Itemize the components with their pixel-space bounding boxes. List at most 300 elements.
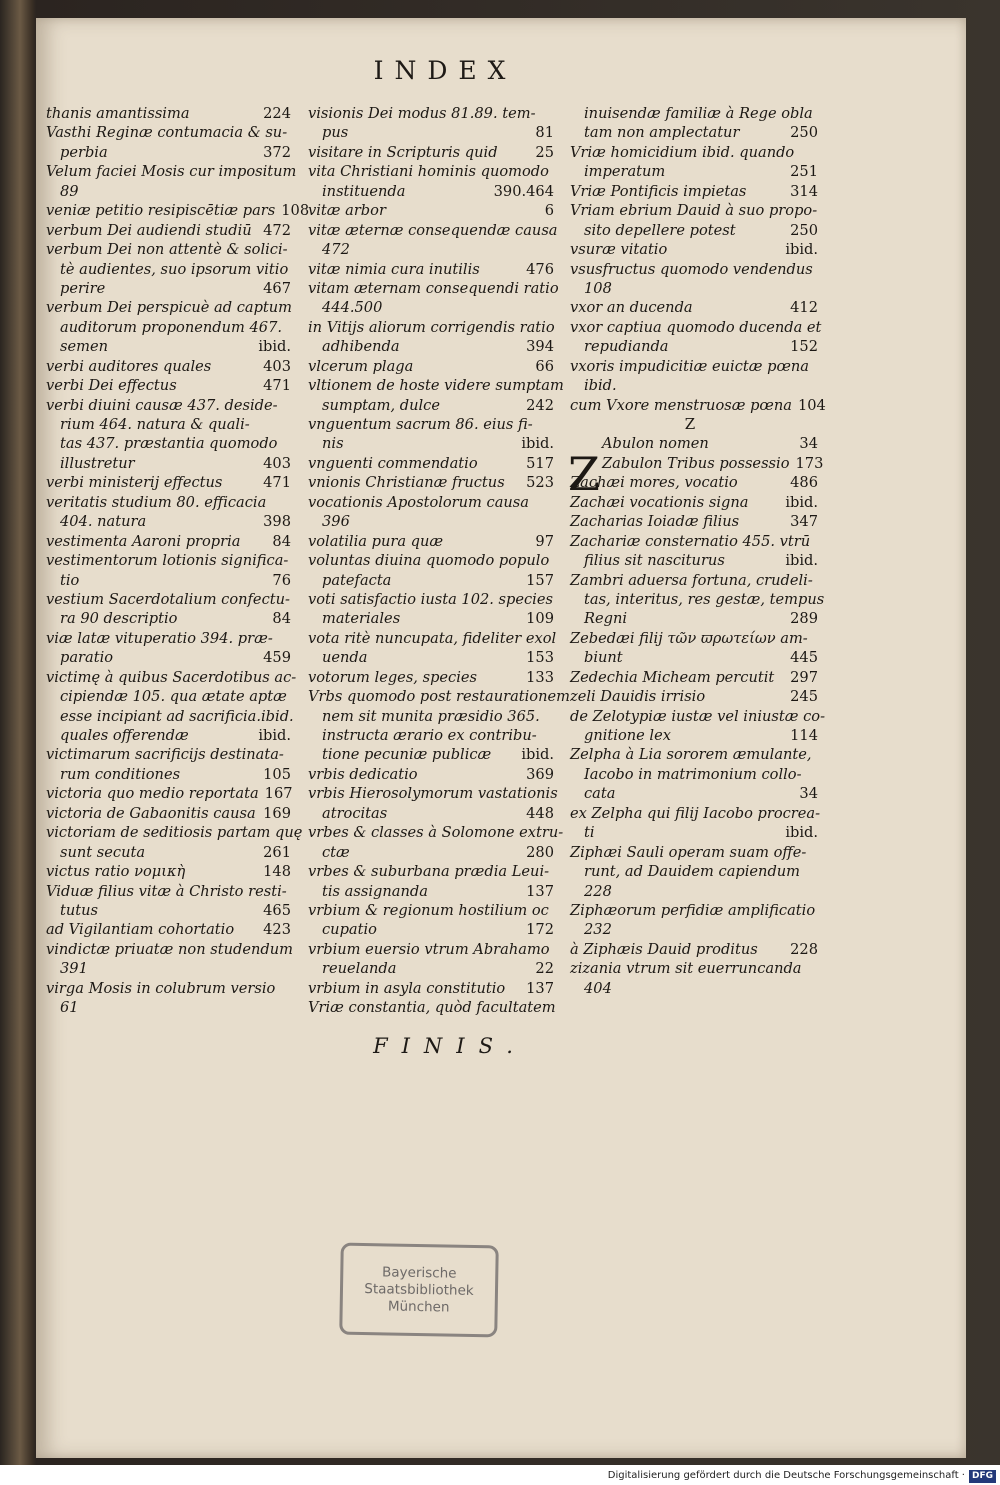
index-entry: [46, 862, 291, 881]
entry-page-number: 289: [790, 610, 818, 628]
index-entry: [570, 590, 825, 609]
index-entry: [46, 123, 291, 142]
index-entry: [46, 201, 310, 220]
entry-text: adhibenda: [322, 338, 400, 356]
entry-text: cata: [584, 785, 616, 803]
entry-page-number: 169: [263, 804, 291, 822]
index-entry: [570, 959, 818, 978]
entry-text: voluntas diuina quomodo populo: [308, 552, 550, 570]
entry-text: vxor captiua quomodo ducenda et: [570, 318, 822, 336]
entry-text: illustretur: [60, 454, 135, 472]
index-entry: [308, 668, 554, 687]
entry-text: tè audientes, suo ipsorum vitio: [60, 260, 289, 278]
entry-text: 472: [322, 241, 350, 259]
stamp-line-3: München: [387, 1297, 450, 1316]
entry-page-number: 471: [263, 474, 291, 492]
entry-page-number: 314: [790, 182, 818, 200]
entry-text: quales offerendæ: [60, 727, 189, 744]
index-entry: [46, 804, 291, 823]
entry-text: vitam æternam consequendi ratio: [308, 279, 559, 297]
entry-text: vindictæ priuatæ non studendum: [46, 940, 293, 958]
index-entry: [46, 396, 291, 415]
entry-text: 232: [584, 921, 612, 939]
entry-text: tas, interitus, res gestæ, tempus: [584, 590, 825, 608]
entry-page-number: 394: [526, 338, 554, 356]
index-entry: [570, 882, 818, 901]
entry-text: Vriæ homicidium ibid. quando: [570, 143, 795, 161]
entry-text: volatilia pura quæ: [308, 532, 444, 550]
entry-text: 228: [584, 882, 612, 900]
entry-page-number: 167: [264, 785, 293, 803]
entry-page-number: 242: [526, 396, 554, 414]
index-entry: [308, 726, 554, 745]
entry-page-number: 445: [790, 649, 818, 667]
entry-text: vrbium euersio vtrum Abrahamo: [308, 940, 550, 958]
entry-text: vitæ nimia cura inutilis: [308, 260, 480, 278]
index-entry: [570, 609, 818, 628]
index-column-2: [308, 104, 570, 1018]
entry-page-number: 172: [526, 921, 554, 939]
entry-page-number: 224: [263, 105, 291, 122]
entry-text: zizania vtrum sit euerruncanda: [570, 960, 802, 978]
entry-page-number: 250: [790, 124, 818, 142]
index-entry: [570, 260, 818, 279]
entry-text: vocationis Apostolorum causa: [308, 493, 529, 511]
index-entry: [570, 571, 818, 590]
entry-text: Zabulon Tribus possessio: [602, 454, 790, 472]
index-entry: [570, 532, 818, 551]
index-entry: [570, 940, 818, 959]
index-entry: [46, 221, 291, 240]
entry-page-number: 25: [535, 143, 554, 161]
entry-page-number: 153: [526, 649, 554, 667]
index-entry: [46, 376, 291, 395]
entry-text: veritatis studium 80. efficacia: [46, 493, 267, 511]
entry-text: votorum leges, species: [308, 668, 478, 686]
entry-page-number: 109: [526, 610, 554, 628]
entry-text: tione pecuniæ publicæ: [322, 746, 492, 764]
index-entry: [570, 376, 818, 395]
entry-text: ibid.: [584, 377, 617, 395]
index-entry: [570, 123, 818, 142]
entry-text: ctæ: [322, 843, 350, 861]
entry-page-number: ibid.: [785, 824, 818, 842]
entry-text: 396: [322, 513, 350, 531]
entry-text: vestimentorum lotionis significa-: [46, 552, 289, 570]
entry-text: vltionem de hoste videre sumptam: [308, 377, 564, 395]
index-entry: [308, 901, 554, 920]
index-entry: [308, 571, 554, 590]
entry-text: vita Christiani hominis quomodo: [308, 163, 549, 181]
index-entry: [308, 745, 554, 764]
entry-page-number: 369: [526, 765, 554, 783]
index-entry: [570, 901, 818, 920]
big-initial: Z: [568, 447, 600, 501]
entry-text: instituenda: [322, 182, 406, 200]
index-entry: [570, 784, 818, 803]
entry-page-number: 137: [526, 882, 554, 900]
entry-page-number: 114: [790, 727, 818, 744]
index-entry: [570, 221, 818, 240]
page-header: INDEX: [373, 56, 517, 85]
entry-text: pus: [322, 124, 349, 142]
entry-text: vsuræ vitatio: [570, 241, 668, 259]
entry-text: vestium Sacerdotalium confectu-: [46, 590, 290, 608]
entry-page-number: 81: [535, 124, 554, 142]
entry-text: victus ratio νομικὴ: [46, 863, 186, 881]
index-entry: [46, 765, 291, 784]
index-entry: [46, 162, 297, 181]
index-entry: [308, 590, 554, 609]
entry-page-number: ibid.: [258, 338, 291, 356]
entry-text: nem sit munita præsidio 365.: [322, 707, 540, 725]
entry-text: vrbis Hierosolymorum vastationis: [308, 785, 558, 803]
entry-page-number: 297: [790, 668, 818, 686]
entry-text: zeli Dauidis irrisio: [570, 688, 706, 706]
index-entry: [308, 221, 558, 240]
entry-text: semen: [60, 338, 108, 356]
index-entry: [570, 396, 826, 415]
entry-page-number: 403: [263, 454, 291, 472]
entry-text: vitæ arbor: [308, 202, 386, 220]
entry-text: Zedechia Micheam percutit: [570, 668, 775, 686]
index-entry: [308, 609, 554, 628]
index-entry: [46, 240, 291, 259]
entry-text: gnitione lex: [584, 727, 671, 744]
index-entry: [308, 979, 554, 998]
index-entry: [46, 454, 291, 473]
entry-text: Velum faciei Mosis cur impositum: [46, 163, 297, 181]
entry-page-number: 486: [790, 474, 818, 492]
index-entry: [46, 609, 291, 628]
entry-text: visitare in Scripturis quid: [308, 143, 498, 161]
entry-page-number: 157: [526, 571, 554, 589]
entry-page-number: 251: [790, 163, 818, 181]
index-entry: [308, 823, 564, 842]
index-entry: [308, 920, 554, 939]
entry-text: Regni: [584, 610, 628, 628]
entry-text: sunt secuta: [60, 843, 146, 861]
entry-text: vxor an ducenda: [570, 299, 693, 317]
entry-text: ad Vigilantiam cohortatio: [46, 921, 235, 939]
entry-page-number: ibid.: [785, 552, 818, 570]
index-entry: [308, 201, 554, 220]
entry-text: vlcerum plaga: [308, 357, 414, 375]
entry-text: biunt: [584, 649, 623, 667]
entry-page-number: 34: [799, 785, 818, 803]
entry-text: verbum Dei audiendi studiū: [46, 221, 252, 239]
entry-text: Zacharias Ioiadæ filius: [570, 513, 740, 531]
index-entry: [308, 162, 554, 181]
index-entry: [46, 318, 291, 337]
index-entry: [46, 745, 291, 764]
entry-text: Vriam ebrium Dauid à suo propo-: [570, 202, 818, 220]
entry-text: tio: [60, 571, 80, 589]
entry-text: thanis amantissima: [46, 105, 190, 122]
index-entry: [308, 940, 554, 959]
footer-credit: Digitalisierung gefördert durch die Deutsche Forschungsgemeinschaft · DFG: [600, 1466, 1000, 1485]
index-entry: [46, 143, 291, 162]
index-entry: [46, 551, 291, 570]
index-entry: [308, 396, 554, 415]
entry-text: patefacta: [322, 571, 392, 589]
index-entry: [46, 901, 291, 920]
entry-page-number: 472: [263, 221, 291, 239]
entry-text: cum Vxore menstruosæ pœna: [570, 396, 792, 414]
entry-page-number: 137: [526, 979, 554, 997]
entry-text: vota ritè nuncupata, fideliter exol: [308, 629, 557, 647]
entry-text: reuelanda: [322, 960, 397, 978]
index-entry: [308, 415, 554, 434]
entry-text: tutus: [60, 901, 99, 919]
entry-text: imperatum: [584, 163, 666, 181]
entry-page-number: 459: [263, 649, 291, 667]
index-entry: [570, 629, 818, 648]
entry-page-number: 84: [272, 532, 291, 550]
entry-page-number: 22: [535, 960, 554, 978]
entry-text: visionis Dei modus 81.89. tem-: [308, 105, 536, 122]
entry-text: victimę à quibus Sacerdotibus ac-: [46, 668, 297, 686]
index-entry: [46, 726, 291, 745]
entry-text: Zachæi vocationis signa: [570, 493, 749, 511]
entry-page-number: 97: [535, 532, 554, 550]
index-entry: [46, 959, 291, 978]
index-entry: [46, 979, 291, 998]
entry-page-number: 250: [790, 221, 818, 239]
index-entry: [570, 687, 818, 706]
index-entry: [46, 357, 291, 376]
index-entry: [570, 979, 818, 998]
index-entry: [46, 998, 291, 1017]
library-stamp: [339, 1243, 499, 1338]
entry-text: vrbes & classes à Solomone extru-: [308, 824, 564, 842]
entry-text: auditorum proponendum 467.: [60, 318, 282, 336]
entry-page-number: ibid.: [785, 493, 818, 511]
index-entry: [308, 862, 554, 881]
index-entry: [308, 434, 554, 453]
entry-text: paratio: [60, 649, 114, 667]
index-entry: [46, 707, 294, 726]
index-entry: [46, 279, 291, 298]
entry-page-number: 148: [263, 863, 291, 881]
entry-text: 108: [584, 279, 612, 297]
entry-text: vxoris impudicitiæ euictæ pœna: [570, 357, 809, 375]
entry-text: vnguentum sacrum 86. eius fi-: [308, 416, 533, 433]
entry-text: victoriam de seditiosis partam quę: [46, 824, 303, 842]
entry-text: Ziphæi Sauli operam suam offe-: [570, 843, 807, 861]
entry-text: atrocitas: [322, 804, 388, 822]
entry-text: Zachariæ consternatio 455. vtrū: [570, 532, 811, 550]
index-entry: [308, 843, 554, 862]
index-entry: [308, 240, 554, 259]
entry-text: Vriæ constantia, quòd facultatem: [308, 999, 556, 1017]
entry-page-number: ibid.: [258, 727, 291, 744]
index-entry: [308, 123, 554, 142]
entry-text: esse incipiant ad sacrificia.ibid.: [60, 707, 294, 725]
entry-page-number: ibid.: [521, 435, 554, 453]
index-entry: [570, 357, 818, 376]
index-entry: [570, 104, 818, 123]
entry-text: 404. natura: [60, 513, 147, 531]
entry-text: ti: [584, 824, 595, 842]
index-entry: [46, 843, 291, 862]
stamp-line-1: Bayerische: [381, 1263, 457, 1282]
index-entry: [46, 920, 291, 939]
index-entry: [570, 707, 826, 726]
entry-text: Zebedæi filij τῶν ϖρωτείων am-: [570, 629, 808, 647]
entry-text: Zelpha à Lia sororem æmulante,: [570, 746, 812, 764]
index-entry: [308, 376, 564, 395]
index-entry: [308, 648, 554, 667]
index-entry: [46, 687, 291, 706]
entry-text: Vriæ Pontificis impietas: [570, 182, 747, 200]
entry-page-number: 228: [790, 940, 818, 958]
entry-page-number: 523: [526, 474, 554, 492]
entry-page-number: 423: [263, 921, 291, 939]
index-entry: [308, 279, 559, 298]
index-entry: [46, 648, 291, 667]
index-entry: [46, 590, 291, 609]
entry-page-number: 6: [544, 202, 554, 220]
index-entry: [570, 473, 818, 492]
index-entry: [308, 959, 554, 978]
finis-text: FINIS.: [373, 1034, 527, 1058]
entry-text: verbi ministerij effectus: [46, 474, 223, 492]
index-entry: [308, 337, 554, 356]
entry-text: perire: [60, 279, 106, 297]
index-entry: [308, 473, 554, 492]
index-entry: [570, 512, 818, 531]
entry-page-number: 66: [535, 357, 554, 375]
entry-page-number: 372: [263, 143, 291, 161]
entry-text: ra 90 descriptio: [60, 610, 178, 628]
index-entry: [46, 415, 291, 434]
entry-text: Ziphæorum perfidiæ amplificatio: [570, 901, 816, 919]
entry-page-number: 245: [790, 688, 818, 706]
index-entry: [46, 532, 291, 551]
section-letter: Z: [684, 415, 696, 433]
entry-page-number: 105: [263, 765, 291, 783]
entry-text: ex Zelpha qui filij Iacobo procrea-: [570, 804, 821, 822]
index-entry: [570, 765, 818, 784]
index-entry: [570, 162, 818, 181]
index-entry: [46, 337, 291, 356]
entry-page-number: ibid.: [785, 241, 818, 259]
index-entry: [570, 201, 818, 220]
entry-text: sumptam, dulce: [322, 396, 440, 414]
entry-text: victoria quo medio reportata: [46, 785, 259, 803]
entry-page-number: 467: [263, 279, 291, 297]
index-entry: [46, 668, 297, 687]
entry-text: tam non amplectatur: [584, 124, 740, 142]
entry-text: viæ latæ vituperatio 394. præ-: [46, 629, 273, 647]
entry-page-number: 152: [790, 338, 818, 356]
entry-text: vrbis dedicatio: [308, 765, 418, 783]
index-entry: [308, 629, 557, 648]
entry-text: vrbium & regionum hostilium oc: [308, 901, 549, 919]
entry-page-number: 76: [272, 571, 291, 589]
index-entry: [46, 784, 291, 803]
entry-text: victimarum sacrificijs destinata-: [46, 746, 284, 764]
index-entry: [570, 279, 818, 298]
entry-text: inuisendæ familiæ à Rege obla: [584, 105, 813, 122]
entry-text: vestimenta Aaroni propria: [46, 532, 241, 550]
footer-text: Digitalisierung gefördert durch die Deutsche Forschungsgemeinschaft: [607, 1470, 959, 1481]
entry-text: in Vitijs aliorum corrigendis ratio: [308, 318, 555, 336]
index-entry: [570, 823, 818, 842]
index-entry: [570, 318, 822, 337]
index-entry: [308, 707, 554, 726]
entry-text: tas 437. præstantia quomodo: [60, 435, 278, 453]
index-entry: [308, 318, 554, 337]
entry-text: de Zelotypiæ iustæ vel iniustæ co-: [570, 707, 826, 725]
entry-text: 404: [584, 979, 612, 997]
index-entry: [308, 357, 554, 376]
index-entry: [46, 512, 291, 531]
entry-text: vrbes & suburbana prædia Leui-: [308, 863, 550, 881]
entry-page-number: 261: [263, 843, 291, 861]
index-entry: [570, 454, 824, 473]
index-entry: [46, 493, 291, 512]
index-entry: [570, 668, 818, 687]
entry-page-number: 34: [799, 435, 818, 453]
index-entry: [46, 473, 291, 492]
entry-text: Iacobo in matrimonium collo-: [584, 765, 802, 783]
entry-text: cupatio: [322, 921, 377, 939]
index-entry: [570, 298, 818, 317]
entry-text: Viduæ filius vitæ à Christo resti-: [46, 882, 287, 900]
entry-page-number: 84: [272, 610, 291, 628]
index-entry: [308, 784, 558, 803]
entry-text: cipiendæ 105. qua ætate aptæ: [60, 688, 287, 706]
index-entry: [46, 434, 291, 453]
entry-page-number: 517: [526, 454, 554, 472]
entry-page-number: 347: [790, 513, 818, 531]
entry-text: runt, ad Dauidem capiendum: [584, 863, 801, 881]
index-entry: [46, 823, 303, 842]
entry-page-number: 104: [797, 396, 826, 414]
entry-page-number: 471: [263, 377, 291, 395]
entry-text: veniæ petitio resipiscētiæ pars: [46, 202, 276, 220]
entry-text: à Ziphæis Dauid proditus: [570, 940, 758, 958]
index-entry: [308, 765, 554, 784]
index-entry: [308, 532, 554, 551]
index-entry: [570, 726, 818, 745]
index-entry: [308, 551, 554, 570]
index-entry: [570, 804, 821, 823]
index-column-1: [46, 104, 310, 1018]
entry-page-number: 133: [526, 668, 554, 686]
entry-text: tis assignanda: [322, 882, 428, 900]
index-entry: [570, 240, 818, 259]
index-entry: [46, 940, 291, 959]
entry-page-number: 108: [281, 202, 310, 220]
entry-page-number: 476: [526, 260, 554, 278]
entry-page-number: 280: [526, 843, 554, 861]
entry-text: vitæ æternæ consequendæ causa: [308, 221, 558, 239]
index-entry: [308, 998, 554, 1017]
index-entry: [570, 434, 818, 453]
entry-text: verbi auditores quales: [46, 357, 212, 375]
entry-text: 391: [60, 960, 88, 978]
index-entry: [308, 454, 554, 473]
entry-page-number: 403: [263, 357, 291, 375]
entry-text: Abulon nomen: [602, 435, 709, 453]
entry-text: verbi Dei effectus: [46, 377, 177, 395]
entry-text: vnguenti commendatio: [308, 454, 478, 472]
entry-text: rum conditiones: [60, 765, 181, 783]
index-entry: [570, 745, 818, 764]
